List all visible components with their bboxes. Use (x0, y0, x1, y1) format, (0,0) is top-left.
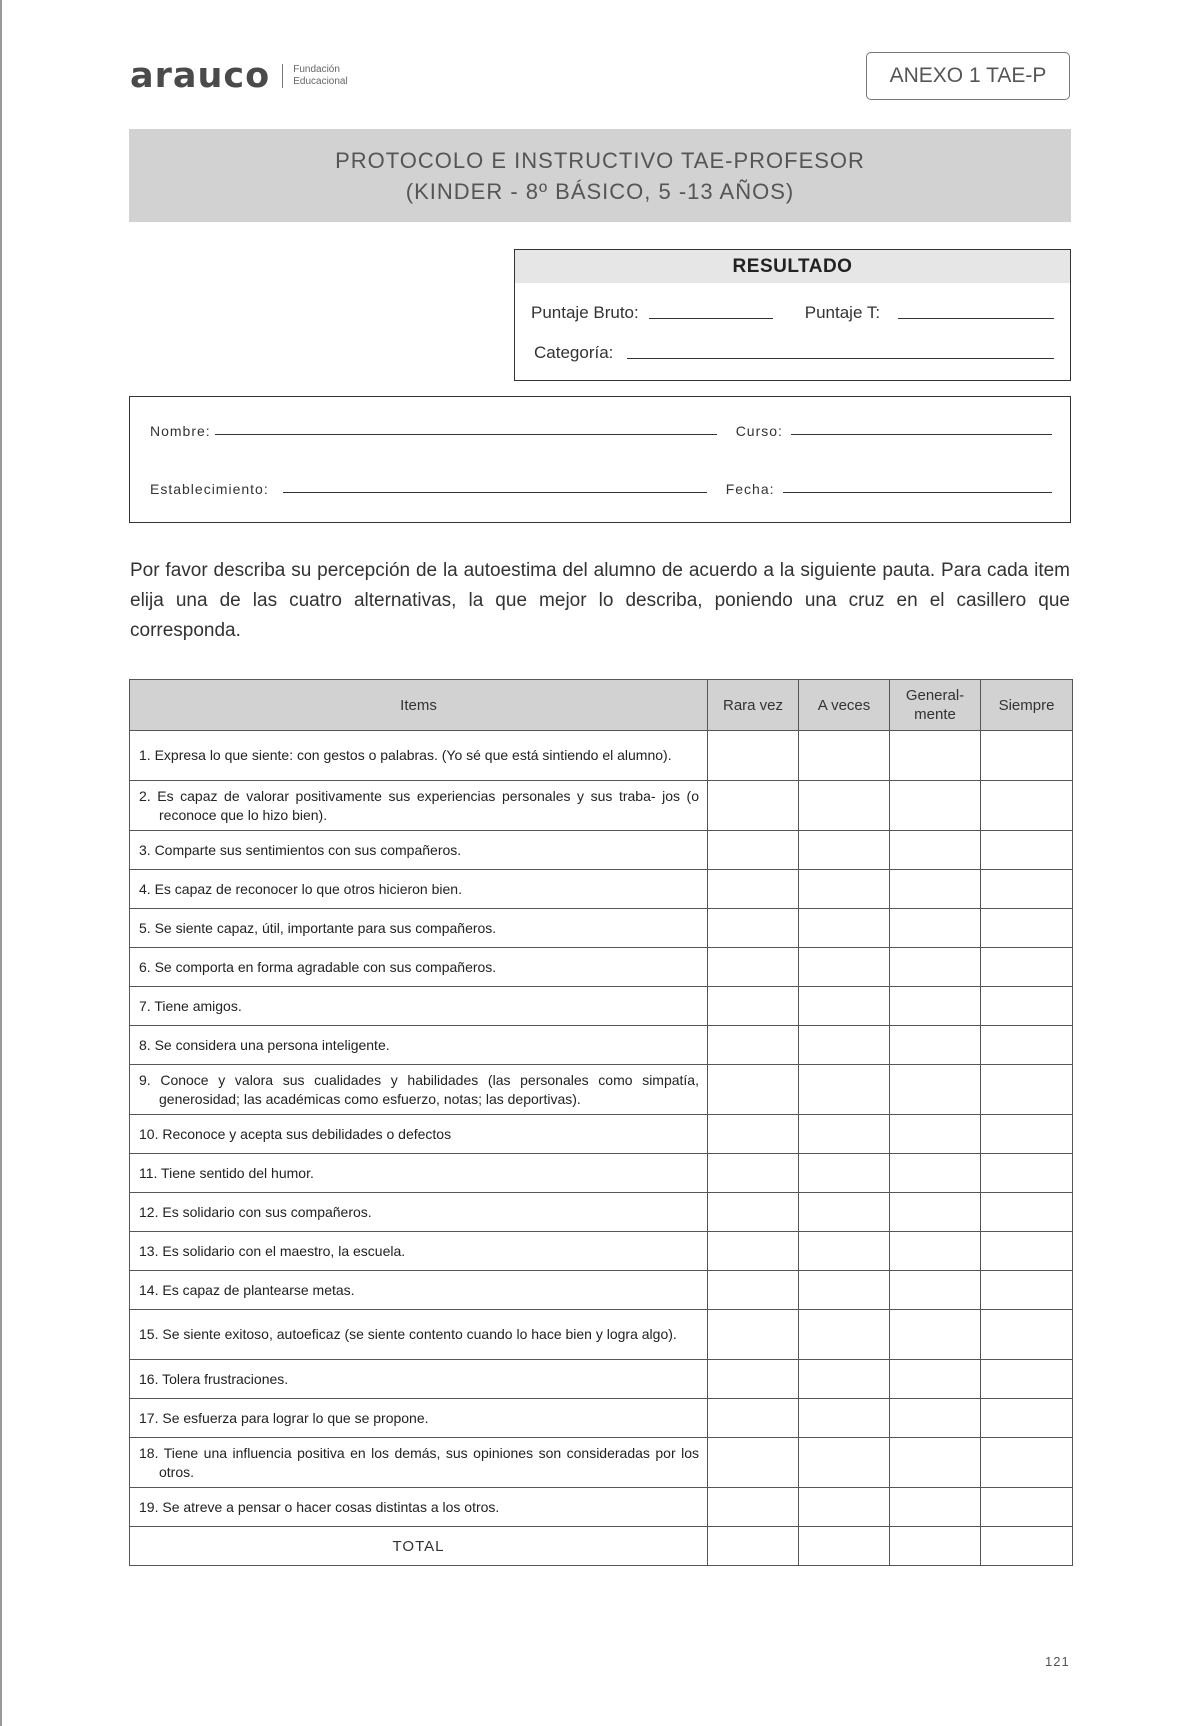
logo-wordmark: arauco (130, 56, 271, 96)
answer-cell-always[interactable] (981, 1488, 1073, 1527)
total-row (130, 1527, 1073, 1566)
table-row (130, 1271, 1073, 1310)
answer-cell-always[interactable] (981, 870, 1073, 909)
name-field[interactable] (215, 434, 717, 435)
item-cell (130, 831, 708, 870)
table-row (130, 1115, 1073, 1154)
item-cell (130, 1154, 708, 1193)
answer-cell-sometimes[interactable] (799, 1271, 890, 1310)
answer-cell-always[interactable] (981, 731, 1073, 781)
answer-cell-sometimes[interactable] (799, 831, 890, 870)
school-label: Establecimiento: (150, 481, 269, 497)
answer-cell-always[interactable] (981, 1271, 1073, 1310)
answer-cell-always[interactable] (981, 987, 1073, 1026)
category-row (534, 343, 1054, 363)
answer-cell-always[interactable] (981, 909, 1073, 948)
table-row (130, 731, 1073, 781)
answer-cell-rarely[interactable] (708, 781, 799, 831)
answer-cell-sometimes[interactable] (799, 987, 890, 1026)
answer-cell-always[interactable] (981, 1399, 1073, 1438)
answer-cell-sometimes[interactable] (799, 1026, 890, 1065)
answer-cell-generally[interactable] (890, 831, 981, 870)
answer-cell-rarely[interactable] (708, 1232, 799, 1271)
raw-score-label: Puntaje Bruto: (531, 303, 639, 322)
item-text: 15. Se siente exitoso, autoeficaz (se siente contento cuando lo hace bien y logra algo). (139, 1326, 677, 1342)
result-heading: RESULTADO (515, 250, 1070, 283)
table-row (130, 1488, 1073, 1527)
answer-cell-always[interactable] (981, 1026, 1073, 1065)
answer-cell-sometimes[interactable] (799, 1438, 890, 1488)
answer-cell-generally[interactable] (890, 1193, 981, 1232)
item-cell (130, 1360, 708, 1399)
answer-cell-sometimes[interactable] (799, 1360, 890, 1399)
answer-cell-rarely[interactable] (708, 1065, 799, 1115)
item-text: 8. Se considera una persona inteligente. (139, 1036, 390, 1053)
total-label: TOTAL (130, 1527, 708, 1566)
answer-cell-rarely[interactable] (708, 1438, 799, 1488)
item-text: 5. Se siente capaz, útil, importante para sus compañeros. (139, 919, 497, 936)
item-cell (130, 1232, 708, 1271)
answer-cell-sometimes[interactable] (799, 781, 890, 831)
table-row (130, 1154, 1073, 1193)
answer-cell-generally[interactable] (890, 1115, 981, 1154)
document-title (129, 129, 1071, 222)
student-info-box (129, 396, 1071, 523)
answer-cell-rarely[interactable] (708, 1360, 799, 1399)
item-cell (130, 1399, 708, 1438)
answer-cell-always[interactable] (981, 1115, 1073, 1154)
answer-cell-sometimes[interactable] (799, 1115, 890, 1154)
item-text: 1. Expresa lo que siente: con gestos o palabras. (Yo sé que está sintiendo el alumno). (139, 747, 672, 763)
answer-cell-generally[interactable] (890, 909, 981, 948)
answer-cell-generally[interactable] (890, 1154, 981, 1193)
item-text: 6. Se comporta en forma agradable con sus compañeros. (139, 958, 497, 975)
answer-cell-sometimes[interactable] (799, 1488, 890, 1527)
answer-cell-always[interactable] (981, 781, 1073, 831)
item-text: 18. Tiene una influencia positiva en los demás, sus opiniones son consideradas por los otros. (139, 1444, 699, 1480)
item-text: 16. Tolera frustraciones. (139, 1370, 289, 1387)
item-text: 3. Comparte sus sentimientos con sus compañeros. (139, 841, 462, 858)
item-cell (130, 1438, 708, 1488)
answer-cell-generally[interactable] (890, 1399, 981, 1438)
answer-cell-sometimes[interactable] (799, 948, 890, 987)
logo-separator (282, 64, 283, 88)
answer-cell-always[interactable] (981, 1232, 1073, 1271)
item-text: 11. Tiene sentido del humor. (139, 1164, 314, 1181)
item-text: 14. Es capaz de plantearse metas. (139, 1281, 355, 1298)
logo-subtitle-line2: Educacional (293, 76, 348, 87)
answer-cell-generally[interactable] (890, 781, 981, 831)
student-row-1 (150, 423, 1052, 439)
header-generally (890, 680, 981, 731)
answer-cell-always[interactable] (981, 1310, 1073, 1360)
item-cell (130, 870, 708, 909)
header-items: Items (130, 680, 708, 731)
item-text: 2. Es capaz de valorar positivamente sus experiencias personales y sus traba- jos (o reconoce que lo hizo bien). (139, 787, 699, 823)
header-always: Siempre (981, 680, 1073, 731)
item-text: 10. Reconoce y acepta sus debilidades o defectos (139, 1125, 452, 1142)
item-cell (130, 909, 708, 948)
item-cell (130, 1193, 708, 1232)
table-row (130, 1193, 1073, 1232)
school-field[interactable] (283, 492, 707, 493)
t-score-field[interactable] (898, 318, 1054, 319)
title-line-1: PROTOCOLO E INSTRUCTIVO TAE-PROFESOR (335, 148, 865, 173)
table-row (130, 831, 1073, 870)
logo-subtitle-line1: Fundación (293, 64, 340, 75)
answer-cell-sometimes[interactable] (799, 909, 890, 948)
header-sometimes: A veces (799, 680, 890, 731)
logo-subtitle (293, 64, 347, 88)
table-row (130, 909, 1073, 948)
table-row (130, 987, 1073, 1026)
answer-cell-sometimes[interactable] (799, 1310, 890, 1360)
page-number: 121 (1045, 1654, 1070, 1669)
answer-cell-generally[interactable] (890, 987, 981, 1026)
item-cell (130, 948, 708, 987)
answer-cell-rarely[interactable] (708, 1154, 799, 1193)
answer-cell-rarely[interactable] (708, 1488, 799, 1527)
answer-cell-generally[interactable] (890, 1026, 981, 1065)
answer-cell-generally[interactable] (890, 948, 981, 987)
answer-cell-generally[interactable] (890, 1310, 981, 1360)
answer-cell-always[interactable] (981, 1360, 1073, 1399)
answer-cell-rarely[interactable] (708, 987, 799, 1026)
total-cell-always[interactable] (981, 1527, 1073, 1566)
answer-cell-rarely[interactable] (708, 831, 799, 870)
answer-cell-sometimes[interactable] (799, 870, 890, 909)
answer-cell-rarely[interactable] (708, 870, 799, 909)
answer-cell-rarely[interactable] (708, 1026, 799, 1065)
answer-cell-rarely[interactable] (708, 731, 799, 781)
item-cell (130, 1065, 708, 1115)
table-row (130, 1399, 1073, 1438)
answer-cell-always[interactable] (981, 948, 1073, 987)
course-field[interactable] (791, 434, 1052, 435)
header-generally-line2: mente (914, 706, 956, 723)
result-box (514, 249, 1071, 381)
answer-cell-sometimes[interactable] (799, 1232, 890, 1271)
answer-cell-always[interactable] (981, 1193, 1073, 1232)
item-text: 12. Es solidario con sus compañeros. (139, 1203, 372, 1220)
date-label: Fecha: (725, 481, 775, 497)
course-label: Curso: (735, 423, 783, 439)
answer-cell-sometimes[interactable] (799, 731, 890, 781)
total-cell-rarely[interactable] (708, 1527, 799, 1566)
annex-badge: ANEXO 1 TAE-P (866, 52, 1070, 100)
item-cell (130, 1488, 708, 1527)
answer-cell-sometimes[interactable] (799, 1065, 890, 1115)
answer-cell-always[interactable] (981, 1438, 1073, 1488)
item-cell (130, 987, 708, 1026)
items-table (129, 679, 1073, 1566)
table-row (130, 948, 1073, 987)
item-cell (130, 731, 708, 781)
page-left-edge (0, 0, 2, 1726)
answer-cell-rarely[interactable] (708, 1271, 799, 1310)
table-row (130, 1438, 1073, 1488)
item-cell (130, 1026, 708, 1065)
answer-cell-rarely[interactable] (708, 1115, 799, 1154)
score-row (531, 303, 1054, 323)
category-label: Categoría: (534, 343, 614, 362)
answer-cell-generally[interactable] (890, 870, 981, 909)
item-cell (130, 781, 708, 831)
item-cell (130, 1115, 708, 1154)
table-header-row (130, 680, 1073, 731)
category-field[interactable] (627, 358, 1054, 359)
answer-cell-rarely[interactable] (708, 1399, 799, 1438)
answer-cell-generally[interactable] (890, 1488, 981, 1527)
item-text: 17. Se esfuerza para lograr lo que se propone. (139, 1409, 429, 1426)
answer-cell-rarely[interactable] (708, 909, 799, 948)
date-field[interactable] (783, 492, 1052, 493)
arauco-logo (130, 56, 348, 96)
answer-cell-rarely[interactable] (708, 1193, 799, 1232)
answer-cell-generally[interactable] (890, 731, 981, 781)
answer-cell-sometimes[interactable] (799, 1154, 890, 1193)
answer-cell-always[interactable] (981, 1154, 1073, 1193)
table-row (130, 870, 1073, 909)
table-row (130, 1310, 1073, 1360)
answer-cell-generally[interactable] (890, 1438, 981, 1488)
answer-cell-always[interactable] (981, 1065, 1073, 1115)
answer-cell-rarely[interactable] (708, 948, 799, 987)
name-label: Nombre: (150, 423, 211, 439)
item-text: 7. Tiene amigos. (139, 997, 242, 1014)
answer-cell-generally[interactable] (890, 1271, 981, 1310)
item-text: 9. Conoce y valora sus cualidades y habilidades (las personales como simpatía, generosidad; las académicas como esfuerzo, notas; las deportivas). (139, 1071, 699, 1107)
answer-cell-generally[interactable] (890, 1360, 981, 1399)
item-cell (130, 1271, 708, 1310)
item-cell (130, 1310, 708, 1360)
item-text: 13. Es solidario con el maestro, la escuela. (139, 1242, 406, 1259)
raw-score-field[interactable] (649, 318, 773, 319)
answer-cell-rarely[interactable] (708, 1310, 799, 1360)
table-row (130, 1360, 1073, 1399)
answer-cell-sometimes[interactable] (799, 1399, 890, 1438)
header-rarely: Rara vez (708, 680, 799, 731)
student-row-2 (150, 481, 1052, 497)
table-row (130, 1065, 1073, 1115)
answer-cell-generally[interactable] (890, 1232, 981, 1271)
total-cell-sometimes[interactable] (799, 1527, 890, 1566)
header-generally-line1: General- (905, 687, 965, 704)
table-row (130, 1232, 1073, 1271)
answer-cell-generally[interactable] (890, 1065, 981, 1115)
item-text: 4. Es capaz de reconocer lo que otros hicieron bien. (139, 880, 462, 897)
item-text: 19. Se atreve a pensar o hacer cosas distintas a los otros. (139, 1498, 500, 1515)
total-cell-generally[interactable] (890, 1527, 981, 1566)
answer-cell-always[interactable] (981, 831, 1073, 870)
table-row (130, 781, 1073, 831)
answer-cell-sometimes[interactable] (799, 1193, 890, 1232)
t-score-label: Puntaje T: (804, 303, 881, 322)
table-row (130, 1026, 1073, 1065)
title-line-2: (KINDER - 8º BÁSICO, 5 -13 AÑOS) (405, 179, 795, 204)
instructions-text: Por favor describa su percepción de la autoestima del alumno de acuerdo a la siguiente pauta. Para cada item elija una de las cuatro alternativas, la que mejor lo describa, poniendo una cruz en el casillero que corresponda. (130, 560, 1070, 641)
